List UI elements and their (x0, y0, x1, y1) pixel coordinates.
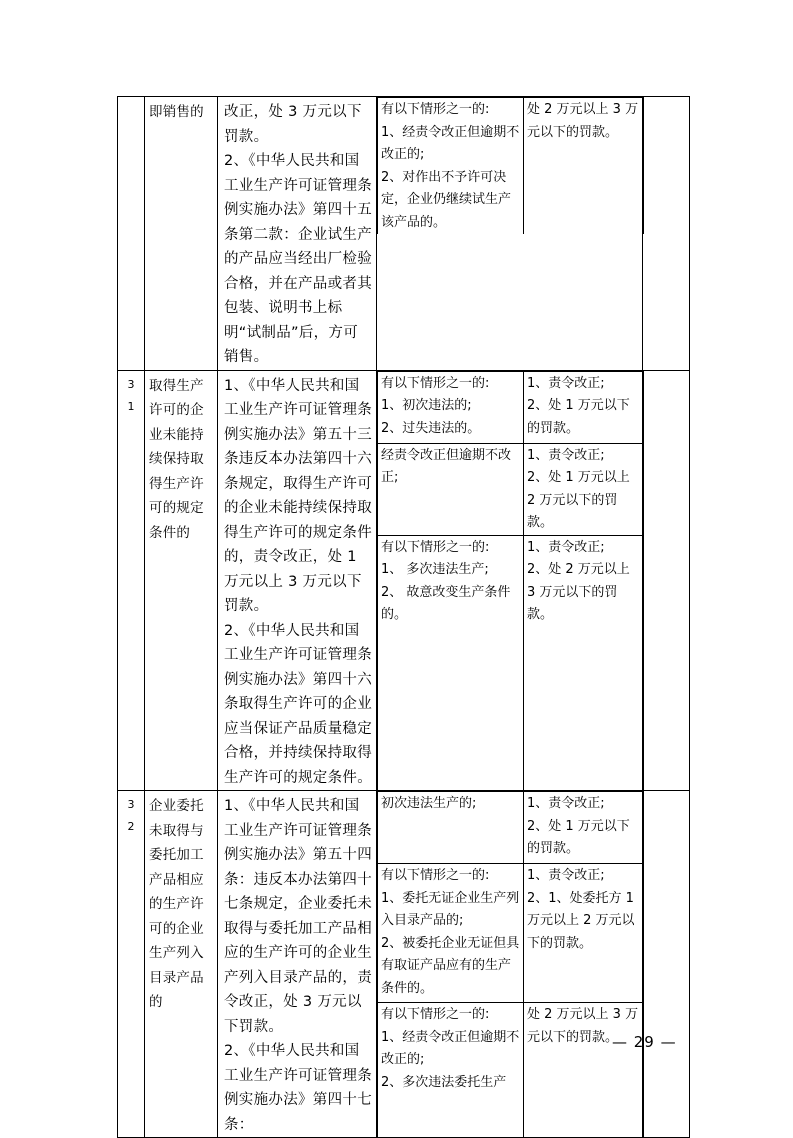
penalty-cell: 1、责令改正; 2、1、处委托方 1 万元以上 2 万元以下的罚款。 (524, 864, 644, 1003)
legal-basis-cell: 改正，处 3 万元以下罚款。 2、《中华人民共和国工业生产许可证管理条例实施办法》第四十五条第二款：企业试生产的产品应当经出厂检验合格，并在产品或者其包装、说明书上标明“试制品”后，方可销售。 (218, 97, 377, 371)
sub-table (377, 97, 644, 234)
sub-row (378, 864, 644, 1003)
sub-row (378, 371, 644, 443)
page-number: — 29 — (612, 1033, 677, 1051)
circumstance-penalty-cell (377, 370, 643, 791)
violation-item-cell: 即销售的 (145, 97, 218, 371)
sub-row (378, 98, 644, 235)
sub-table (377, 371, 644, 791)
sub-row (378, 443, 644, 535)
penalty-cell: 处 2 万元以上 3 万元以下的罚款。 (524, 98, 644, 235)
sub-table (377, 791, 644, 1137)
circumstance-cell: 有以下情形之一的: 1、经责令改正但逾期不改正的; 2、对作出不予许可决定，企业仍继续试生产该产品的。 (378, 98, 524, 235)
row-number-cell: 3 1 (118, 370, 145, 791)
violation-item-cell: 企业委托未取得与委托加工产品相应的生产许可的企业生产列入目录产品的 (145, 791, 218, 1138)
legal-basis-cell: 1、《中华人民共和国工业生产许可证管理条例实施办法》第五十三条违反本办法第四十六条规定，取得生产许可的企业未能持续保持取得生产许可的规定条件的，责令改正，处 1 万元以上 3 万元以下罚款。 2、《中华人民共和国工业生产许可证管理条例实施办法》第四十六条取得生产许可的企业应当保证产品质量稳定合格，并持续保持取得生产许可的规定条件。 (218, 370, 377, 791)
circumstance-cell: 有以下情形之一的: 1、经责令改正但逾期不改正的; 2、多次违法委托生产 (378, 1003, 524, 1138)
penalty-cell: 1、责令改正; 2、处 2 万元以上 3 万元以下的罚款。 (524, 535, 644, 790)
circumstance-cell: 有以下情形之一的: 1、 多次违法生产; 2、 故意改变生产条件的。 (378, 535, 524, 790)
remarks-cell (643, 97, 690, 371)
penalty-cell: 1、责令改正; 2、处 1 万元以上 2 万元以下的罚款。 (524, 443, 644, 535)
row-number-cell (118, 97, 145, 371)
circumstance-penalty-cell (377, 97, 643, 371)
circumstance-penalty-cell (377, 791, 643, 1138)
sub-row (378, 535, 644, 790)
violation-item-cell: 取得生产许可的企业未能持续保持取得生产许可的规定条件的 (145, 370, 218, 791)
sub-row (378, 1003, 644, 1138)
circumstance-cell: 有以下情形之一的: 1、初次违法的; 2、过失违法的。 (378, 371, 524, 443)
circumstance-cell: 经责令改正但逾期不改正; (378, 443, 524, 535)
table-row (118, 791, 690, 1138)
penalty-cell: 1、责令改正; 2、处 1 万元以下的罚款。 (524, 792, 644, 864)
legal-basis-cell: 1、《中华人民共和国工业生产许可证管理条例实施办法》第五十四条：违反本办法第四十七条规定，企业委托未取得与委托加工产品相应的生产许可的企业生产列入目录产品的，责令改正，处 3 万元以下罚款。 2、《中华人民共和国工业生产许可证管理条例实施办法》第四十七条： (218, 791, 377, 1138)
table-row (118, 370, 690, 791)
remarks-cell (643, 791, 690, 1138)
remarks-cell (643, 370, 690, 791)
penalty-table (117, 96, 690, 1138)
sub-row (378, 792, 644, 864)
circumstance-cell: 有以下情形之一的: 1、委托无证企业生产列入目录产品的; 2、被委托企业无证但具有取证产品应有的生产条件的。 (378, 864, 524, 1003)
row-number-cell: 3 2 (118, 791, 145, 1138)
penalty-cell: 1、责令改正; 2、处 1 万元以下的罚款。 (524, 371, 644, 443)
table-row (118, 97, 690, 371)
penalty-cell: 处 2 万元以上 3 万元以下的罚款。 (524, 1003, 644, 1138)
circumstance-cell: 初次违法生产的; (378, 792, 524, 864)
